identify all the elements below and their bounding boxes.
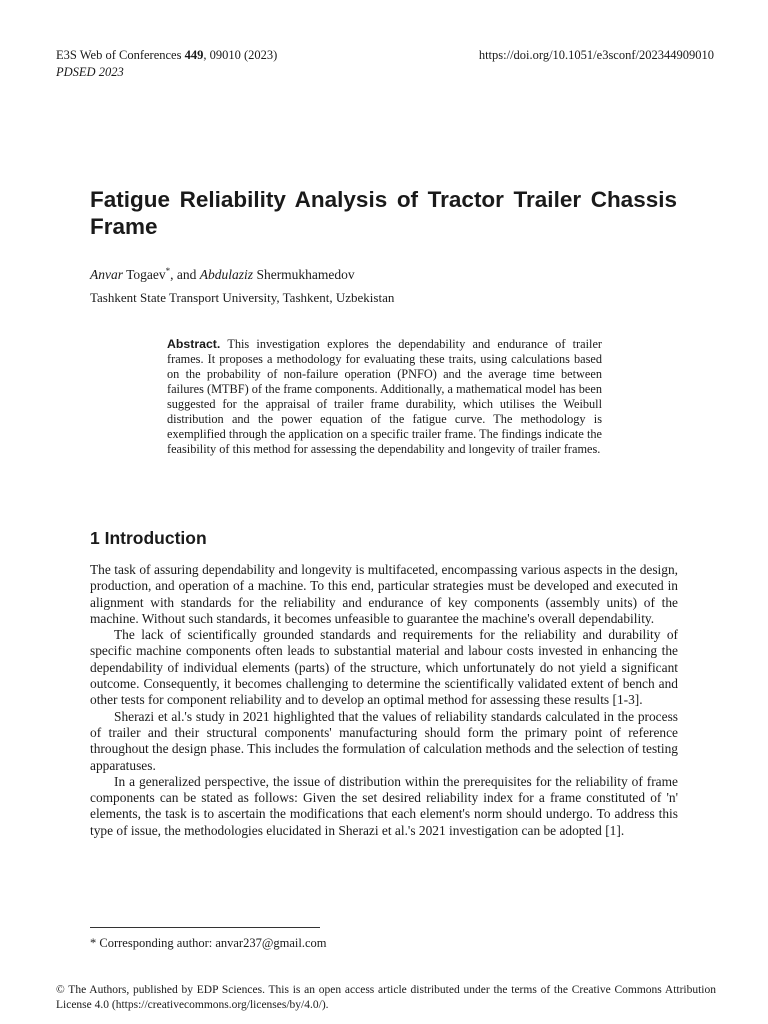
footnote-divider — [90, 927, 320, 928]
author1-given-name: Anvar — [90, 267, 123, 282]
volume-number: 449 — [184, 48, 204, 62]
license-notice: © The Authors, published by EDP Sciences. This is an open access article distributed under the terms of the Creative Commons Attribution License 4.0 (https://creativecommons.org/licenses/by/4.0/). — [56, 984, 716, 1011]
abstract-text: This investigation explores the dependability and endurance of trailer frames. It proposes a methodology for evaluating these traits, using calculations based on the probability of non-failure operation (PNFO) and the average time between failures (MTBF) of the frame components. Additionally, a mathematical model has been suggested for the appraisal of trailer frame durability, which utilises the Weibull distribution and the power equation of the fatigue curve. The methodology is exemplified through the application on a specific trailer frame. The findings indicate the feasibility of this method for assessing the dependability and longevity of trailer frames. — [167, 337, 602, 456]
abstract — [167, 337, 602, 457]
paragraph: The lack of scientifically grounded standards and requirements for the reliability and durability of specific machine components often leads to substantial material and labour costs invested in enhancing the dependability of individual elements (parts) of the structure, which unfortunately do not yield a significant outcome. Consequently, it becomes challenging to determine the scientifically validated extent of bench and other tests for component reliability and to develop an optimal method for assessing these results [1-3]. — [90, 627, 678, 708]
author2-family-name: Shermukhamedov — [253, 267, 355, 282]
section-body — [90, 562, 678, 839]
section-heading: 1 Introduction — [90, 528, 207, 548]
affiliation: Tashkent State Transport University, Tashkent, Uzbekistan — [90, 290, 395, 305]
journal-citation — [56, 48, 277, 63]
corresponding-author-mark: * — [165, 266, 171, 276]
doi-link[interactable]: https://doi.org/10.1051/e3sconf/202344909010 — [478, 48, 714, 62]
author-list — [90, 266, 355, 283]
paragraph: The task of assuring dependability and longevity is multifaceted, encompassing various aspects in the design, production, and operation of a machine. To this end, particular strategies must be developed and executed in alignment with standards for the reliability and endurance of key components (assembly units) of the machine. Without such standards, it becomes unfeasible to guarantee the machine's overall dependability. — [90, 562, 678, 626]
article-info: , 09010 (2023) — [203, 48, 278, 62]
paragraph: Sherazi et al.'s study in 2021 highlighted that the values of reliability standards calculated in the process of trailer and their structural components' manufacturing should form the primary point of reference throughout the design phase. This includes the formulation of calculation methods and the selection of testing apparatuses. — [90, 708, 678, 773]
paper-title: Fatigue Reliability Analysis of Tractor Trailer Chassis Frame — [90, 187, 677, 239]
journal-name: E3S Web of Conferences — [56, 48, 185, 62]
conference-name: PDSED 2023 — [56, 65, 124, 79]
paragraph: In a generalized perspective, the issue of distribution within the prerequisites for the reliability of frame components can be stated as follows: Given the set desired reliability index for a frame constituted of 'n' elements, the task is to ascertain the modifications that each element's norm should undergo. To address this type of issue, the methodologies elucidated in Sherazi et al.'s 2021 investigation can be adopted [1]. — [90, 773, 678, 838]
abstract-label: Abstract. — [167, 337, 221, 351]
author1-family-name: Togaev — [123, 267, 166, 282]
footnote: * Corresponding author: anvar237@gmail.com — [90, 936, 327, 950]
author2-given-name: Abdulaziz — [199, 267, 254, 282]
author-joiner: , and — [170, 267, 200, 282]
